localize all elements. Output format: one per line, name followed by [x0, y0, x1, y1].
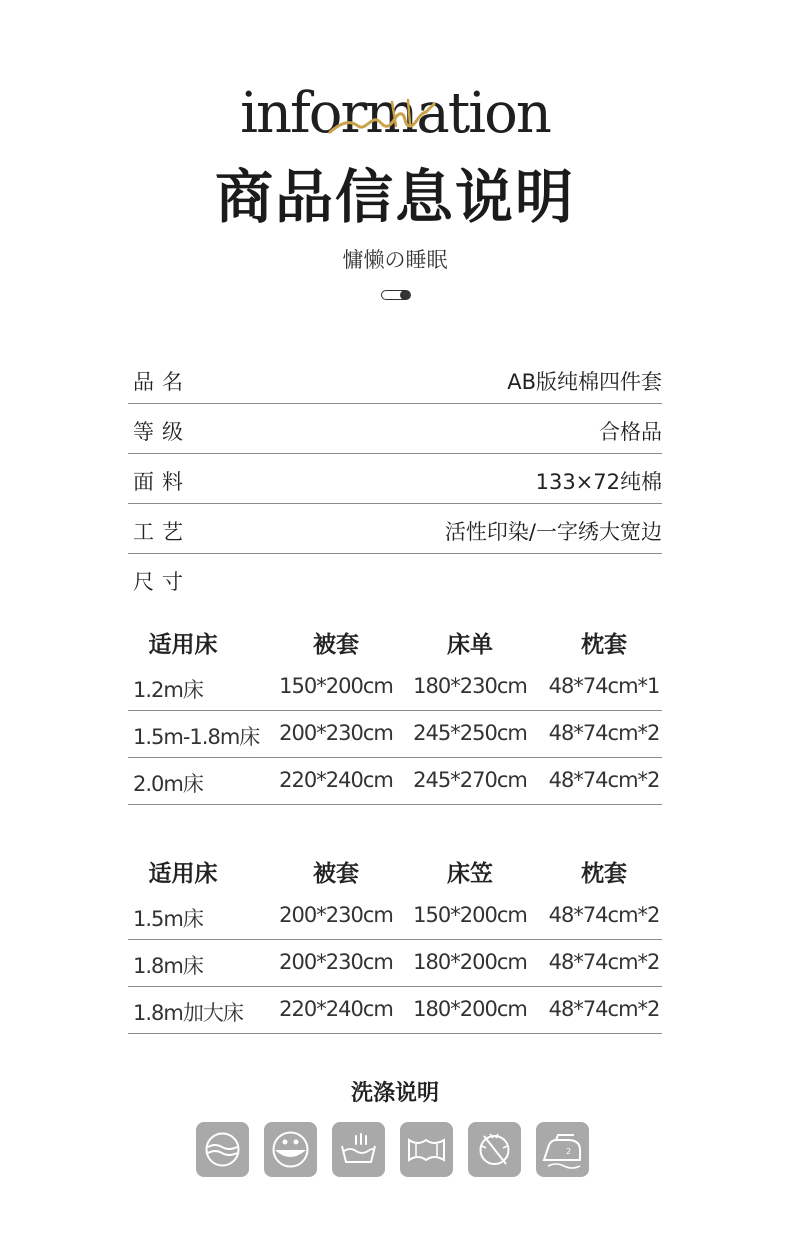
cotton-script-logo — [322, 92, 442, 142]
info-row-craft — [128, 504, 662, 554]
table-cell: 1.5m-1.8m床 — [133, 725, 260, 749]
column-header: 枕套 — [581, 861, 627, 887]
info-label: 尺寸 — [133, 570, 191, 594]
table-row — [128, 987, 662, 1034]
table-cell: 1.8m床 — [133, 954, 203, 978]
table-cell: 1.8m加大床 — [133, 1001, 243, 1025]
page-title: 商品信息说明 — [214, 163, 575, 231]
table-cell: 150*200cm — [413, 903, 527, 927]
info-row-fabric — [128, 454, 662, 504]
info-value: 活性印染/一字绣大宽边 — [444, 520, 662, 544]
info-label: 工艺 — [133, 520, 191, 544]
table-cell: 48*74cm*1 — [548, 674, 660, 698]
table-cell: 48*74cm*2 — [548, 997, 660, 1021]
info-value: AB版纯棉四件套 — [507, 370, 662, 394]
page-subtitle: 慵懒の睡眠 — [342, 248, 448, 272]
hand-wash-icon — [264, 1122, 317, 1177]
info-value: 合格品 — [599, 420, 662, 444]
table-row — [128, 664, 662, 711]
table-cell: 180*230cm — [413, 674, 527, 698]
wash-icons-row — [196, 1122, 596, 1178]
table-cell: 1.5m床 — [133, 907, 203, 931]
table-cell: 2.0m床 — [133, 772, 203, 796]
table-cell: 180*200cm — [413, 950, 527, 974]
info-label: 品名 — [133, 370, 191, 394]
english-title: information — [240, 81, 550, 146]
table-cell: 200*230cm — [279, 950, 393, 974]
table-cell: 48*74cm*2 — [548, 768, 660, 792]
table-cell: 245*270cm — [413, 768, 527, 792]
column-header: 适用床 — [148, 632, 218, 658]
product-info-list — [128, 354, 662, 604]
toggle-knob — [400, 290, 410, 300]
info-label: 等级 — [133, 420, 191, 444]
table-cell: 220*240cm — [279, 997, 393, 1021]
info-value: 133×72纯棉 — [535, 470, 662, 494]
no-tumble-dry-icon — [468, 1122, 521, 1177]
table-row — [128, 711, 662, 758]
table-cell: 48*74cm*2 — [548, 721, 660, 745]
info-label: 面料 — [133, 470, 191, 494]
table-cell: 1.2m床 — [133, 678, 203, 702]
info-row-name — [128, 354, 662, 404]
column-header: 适用床 — [148, 861, 218, 887]
table-cell: 48*74cm*2 — [548, 903, 660, 927]
decorative-toggle — [381, 290, 411, 300]
column-header: 床单 — [447, 632, 493, 658]
table-cell: 150*200cm — [279, 674, 393, 698]
iron-low-icon — [536, 1122, 589, 1177]
table-header — [128, 626, 662, 664]
table-row — [128, 940, 662, 987]
table-cell: 220*240cm — [279, 768, 393, 792]
gentle-wash-icon — [196, 1122, 249, 1177]
table-header — [128, 855, 662, 893]
table-cell: 200*230cm — [279, 721, 393, 745]
info-row-grade — [128, 404, 662, 454]
table-cell: 48*74cm*2 — [548, 950, 660, 974]
wash-instructions-title: 洗涤说明 — [350, 1081, 439, 1106]
table-cell: 200*230cm — [279, 903, 393, 927]
table-row — [128, 758, 662, 805]
table-cell: 245*250cm — [413, 721, 527, 745]
size-table-fitted — [128, 855, 662, 1034]
table-cell: 180*200cm — [413, 997, 527, 1021]
column-header: 枕套 — [581, 632, 627, 658]
table-row — [128, 893, 662, 940]
column-header: 被套 — [313, 861, 359, 887]
wash-basin-icon — [332, 1122, 385, 1177]
size-table-sheet — [128, 626, 662, 805]
flat-dry-icon — [400, 1122, 453, 1177]
column-header: 床笠 — [447, 861, 493, 887]
column-header: 被套 — [313, 632, 359, 658]
info-row-size — [128, 554, 662, 604]
iron-level-label: 2 — [566, 1147, 572, 1156]
